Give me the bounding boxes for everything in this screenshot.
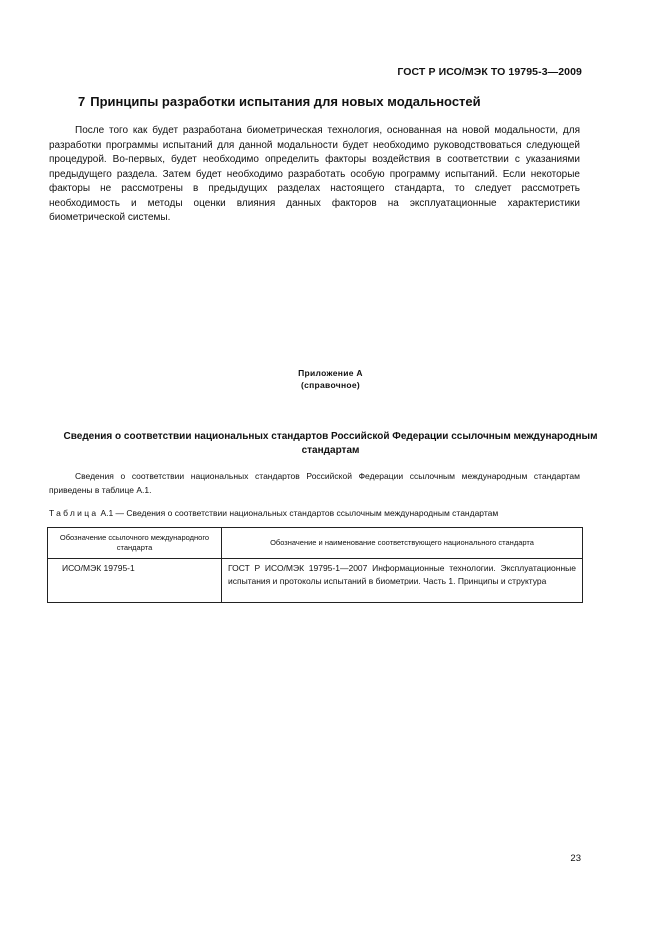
reference-standards-table <box>47 527 583 603</box>
annex-heading <box>49 367 612 391</box>
header-national-standard: Обозначение и наименование соответствующего национального стандарта <box>222 528 583 559</box>
section-title <box>78 94 481 109</box>
annex-title: Сведения о соответствии национальных стандартов Российской Федерации ссылочным международным стандартам <box>63 431 598 456</box>
table-row <box>48 559 583 603</box>
cell-national-standard: ГОСТ Р ИСО/МЭК 19795-1—2007 Информационные технологии. Эксплуатационные испытания и протоколы испытаний в биометрии. Часть 1. Принципы и структура <box>222 559 583 603</box>
standard-code-header: ГОСТ Р ИСО/МЭК ТО 19795-3—2009 <box>397 66 582 78</box>
section-paragraph: После того как будет разработана биометрическая технология, основанная на новой модальности, для разработки программы испытаний для данной модальности будет необходимо руководствоваться следующей процедурой. Во-первых, будет необходимо определить факторы воздействия в соответствии с указаниями предыдущего раздела. Затем будет необходимо разработать особую программу испытаний. Если некоторые факторы не рассмотрены в предыдущих разделах настоящего стандарта, то следует рассмотреть необходимость и методы оценки влияния данных факторов на эксплуатационные характеристики биометрической системы. <box>49 125 580 223</box>
page-number: 23 <box>570 853 581 864</box>
annex-intro-paragraph: Сведения о соответствии национальных стандартов Российской Федерации ссылочным международным стандартам приведены в таблице А.1. <box>49 471 580 495</box>
header-international-standard: Обозначение ссылочного международного стандарта <box>48 528 222 559</box>
table-caption <box>49 508 589 518</box>
annex-label: Приложение А <box>298 368 363 378</box>
cell-international-standard: ИСО/МЭК 19795-1 <box>48 559 222 603</box>
table-header-row <box>48 528 583 559</box>
section-title-text: Принципы разработки испытания для новых модальностей <box>90 94 481 109</box>
table-caption-word: Таблица <box>49 508 99 518</box>
section-number: 7 <box>78 94 86 109</box>
annex-type: (справочное) <box>300 380 361 390</box>
table-caption-text: А.1 — Сведения о соответствии национальных стандартов ссылочным международным стандартам <box>100 508 499 518</box>
